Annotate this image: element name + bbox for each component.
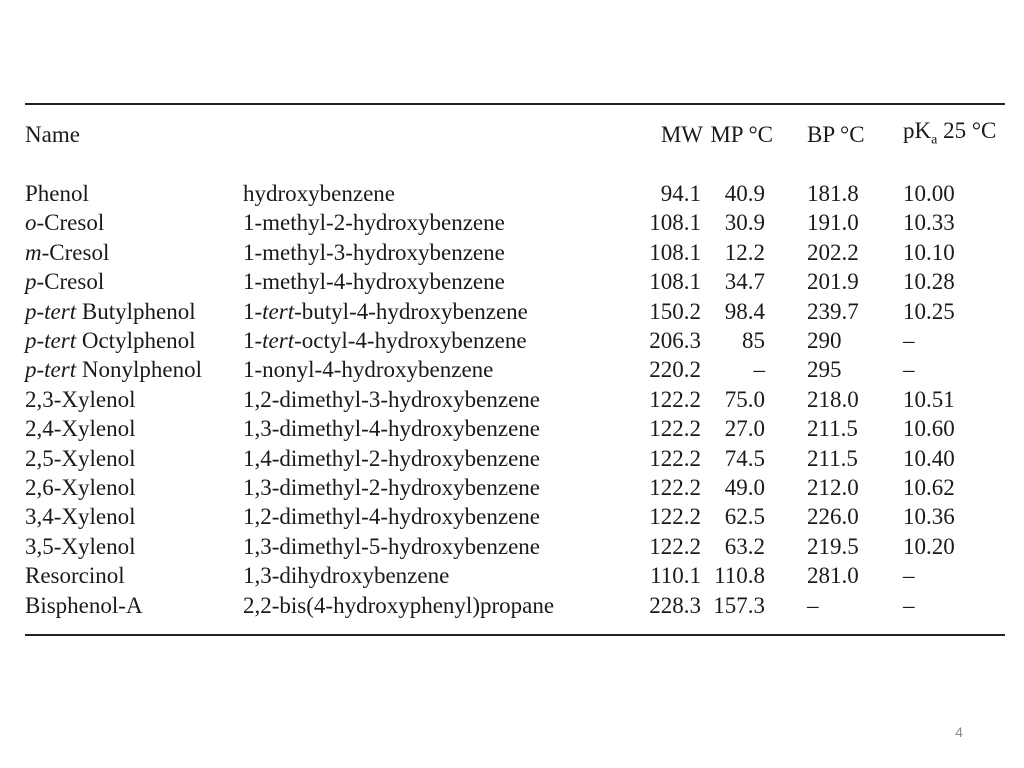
cell-bp: 202.2: [807, 239, 859, 265]
cell-mp: 30.9: [724, 210, 765, 236]
cell-pka: –: [903, 563, 915, 589]
cell-mw: 150.2: [649, 298, 701, 324]
name-text: -Cresol: [36, 210, 105, 236]
name-text: 2,5-Xylenol: [25, 445, 136, 471]
cell-bp: 211.5: [807, 445, 858, 471]
name-prefix: m: [25, 239, 42, 265]
cell-mp: 40.9: [724, 181, 765, 206]
cell-bp: 239.7: [807, 298, 859, 324]
systematic-prefix: 1-: [243, 298, 263, 324]
cell-mw: 228.3: [649, 592, 701, 618]
systematic-text: 1,3-dimethyl-2-hydroxybenzene: [243, 475, 540, 501]
cell-pka: 10.40: [903, 445, 955, 471]
table-row: [25, 414, 1005, 443]
cell-bp: 181.8: [807, 181, 859, 206]
table-row: [25, 355, 1005, 384]
cell-systematic-name: [243, 414, 615, 443]
table-row: [25, 238, 1005, 267]
cell-mp: 110.8: [714, 563, 765, 589]
cell-name: [25, 165, 243, 208]
table-row: [25, 208, 1005, 237]
cell-systematic-name: [243, 502, 615, 531]
name-text: 3,5-Xylenol: [25, 533, 136, 559]
name-text: -Cresol: [36, 269, 105, 295]
systematic-text: 1-nonyl-4-hydroxybenzene: [243, 357, 494, 383]
cell-pka: 10.10: [903, 239, 955, 265]
systematic-italic: tert: [262, 328, 295, 354]
cell-bp: –: [807, 592, 819, 618]
cell-bp: 212.0: [807, 475, 859, 501]
cell-mp: 34.7: [724, 269, 765, 295]
cell-mw: 220.2: [649, 357, 701, 383]
cell-name: [25, 591, 243, 620]
header-systematic: [243, 105, 615, 165]
table-row: [25, 326, 1005, 355]
table-row: [25, 385, 1005, 414]
cell-name: [25, 297, 243, 326]
cell-bp: 290: [807, 328, 842, 354]
cell-mp: –: [753, 357, 765, 383]
cell-mw: 108.1: [649, 269, 701, 295]
cell-pka: 10.00: [903, 181, 955, 206]
phenols-table-container: [25, 103, 1005, 636]
cell-mp: 75.0: [724, 386, 765, 412]
cell-mp: 98.4: [724, 298, 765, 324]
cell-systematic-name: [243, 561, 615, 590]
name-prefix: o: [25, 210, 37, 236]
cell-name: [25, 355, 243, 384]
systematic-prefix: 1-: [243, 328, 263, 354]
cell-name: [25, 208, 243, 237]
cell-mw: 122.2: [649, 445, 701, 471]
name-text: Phenol: [25, 181, 89, 206]
cell-name: [25, 385, 243, 414]
header-mw: MW: [660, 122, 703, 148]
cell-bp: 295: [807, 357, 842, 383]
name-text: 2,4-Xylenol: [25, 416, 136, 442]
name-prefix: p-tert: [25, 357, 77, 383]
cell-bp: 281.0: [807, 563, 859, 589]
cell-pka: –: [903, 357, 915, 383]
cell-name: [25, 267, 243, 296]
cell-systematic-name: [243, 297, 615, 326]
cell-mw: 94.1: [660, 181, 701, 206]
cell-name: [25, 444, 243, 473]
systematic-text: 1,3-dimethyl-5-hydroxybenzene: [243, 533, 540, 559]
systematic-italic: tert: [262, 298, 295, 324]
cell-mp: 74.5: [724, 445, 765, 471]
name-text: Resorcinol: [25, 563, 125, 589]
cell-systematic-name: [243, 165, 615, 208]
cell-mw: 122.2: [649, 504, 701, 530]
cell-mw: 108.1: [649, 210, 701, 236]
cell-pka: 10.60: [903, 416, 955, 442]
cell-name: [25, 532, 243, 561]
cell-mp: 49.0: [724, 475, 765, 501]
name-text: 3,4-Xylenol: [25, 504, 136, 530]
cell-systematic-name: [243, 355, 615, 384]
cell-mp: 62.5: [724, 504, 765, 530]
header-bp: BP °C: [807, 122, 865, 148]
table-row: [25, 444, 1005, 473]
cell-bp: 226.0: [807, 504, 859, 530]
systematic-text: -butyl-4-hydroxybenzene: [294, 298, 528, 324]
cell-mp: 157.3: [713, 592, 765, 618]
cell-name: [25, 473, 243, 502]
name-text: Butylphenol: [76, 298, 196, 324]
cell-bp: 218.0: [807, 386, 859, 412]
cell-name: [25, 502, 243, 531]
table-bottom-rule: [25, 634, 1005, 636]
systematic-text: 1-methyl-4-hydroxybenzene: [243, 269, 505, 295]
name-text: Nonylphenol: [76, 357, 202, 383]
systematic-text: -octyl-4-hydroxybenzene: [294, 328, 527, 354]
cell-pka: 10.28: [903, 269, 955, 295]
cell-systematic-name: [243, 385, 615, 414]
cell-mw: 108.1: [649, 239, 701, 265]
cell-bp: 219.5: [807, 533, 859, 559]
table-row: [25, 165, 1005, 208]
cell-mp: 27.0: [724, 416, 765, 442]
table-row: [25, 561, 1005, 590]
systematic-text: 1-methyl-3-hydroxybenzene: [243, 239, 505, 265]
header-row: [25, 105, 1005, 165]
header-pka: $pK_a$ 25 °C: [903, 117, 997, 148]
cell-mp: 63.2: [724, 533, 765, 559]
cell-mw: 122.2: [649, 533, 701, 559]
cell-systematic-name: [243, 326, 615, 355]
name-text: 2,6-Xylenol: [25, 475, 136, 501]
cell-bp: 201.9: [807, 269, 859, 295]
name-text: Octylphenol: [76, 328, 196, 354]
page-number: 4: [955, 724, 963, 740]
cell-mp: 12.2: [724, 239, 765, 265]
cell-mw: 110.1: [650, 563, 701, 589]
table-row: [25, 532, 1005, 561]
cell-pka: 10.62: [903, 475, 955, 501]
cell-pka: 10.51: [903, 386, 955, 412]
systematic-text: 1,2-dimethyl-4-hydroxybenzene: [243, 504, 540, 530]
table-row: [25, 502, 1005, 531]
cell-mw: 122.2: [649, 475, 701, 501]
table-row: [25, 297, 1005, 326]
cell-name: [25, 238, 243, 267]
table-body: [25, 165, 1005, 620]
systematic-text: 1-methyl-2-hydroxybenzene: [243, 210, 505, 236]
cell-systematic-name: [243, 532, 615, 561]
systematic-text: 1,3-dimethyl-4-hydroxybenzene: [243, 416, 540, 442]
cell-mp: 85: [742, 328, 765, 354]
systematic-text: hydroxybenzene: [243, 181, 395, 206]
cell-systematic-name: [243, 238, 615, 267]
cell-pka: 10.20: [903, 533, 955, 559]
cell-name: [25, 414, 243, 443]
cell-bp: 191.0: [807, 210, 859, 236]
table-row: [25, 473, 1005, 502]
cell-pka: 10.33: [903, 210, 955, 236]
cell-bp: 211.5: [807, 416, 858, 442]
header-mp: MP °C: [710, 122, 773, 148]
cell-pka: 10.25: [903, 298, 955, 324]
header-name: Name: [25, 122, 80, 148]
cell-pka: 10.36: [903, 504, 955, 530]
name-text: 2,3-Xylenol: [25, 386, 136, 412]
cell-systematic-name: [243, 208, 615, 237]
name-text: Bisphenol-A: [25, 592, 143, 618]
cell-pka: –: [903, 328, 915, 354]
cell-name: [25, 561, 243, 590]
cell-mw: 122.2: [649, 416, 701, 442]
systematic-text: 1,2-dimethyl-3-hydroxybenzene: [243, 386, 540, 412]
cell-systematic-name: [243, 473, 615, 502]
cell-mw: 206.3: [649, 328, 701, 354]
table-row: [25, 267, 1005, 296]
systematic-text: 1,3-dihydroxybenzene: [243, 563, 450, 589]
cell-mw: 122.2: [649, 386, 701, 412]
cell-systematic-name: [243, 591, 615, 620]
table-row: [25, 591, 1005, 620]
name-prefix: p-tert: [25, 328, 77, 354]
cell-systematic-name: [243, 267, 615, 296]
cell-name: [25, 326, 243, 355]
name-prefix: p: [25, 269, 37, 295]
phenols-table: [25, 105, 1005, 620]
systematic-text: 2,2-bis(4-hydroxyphenyl)propane: [243, 592, 555, 618]
systematic-text: 1,4-dimethyl-2-hydroxybenzene: [243, 445, 540, 471]
cell-pka: –: [903, 592, 915, 618]
name-prefix: p-tert: [25, 298, 77, 324]
cell-systematic-name: [243, 444, 615, 473]
name-text: -Cresol: [41, 239, 110, 265]
